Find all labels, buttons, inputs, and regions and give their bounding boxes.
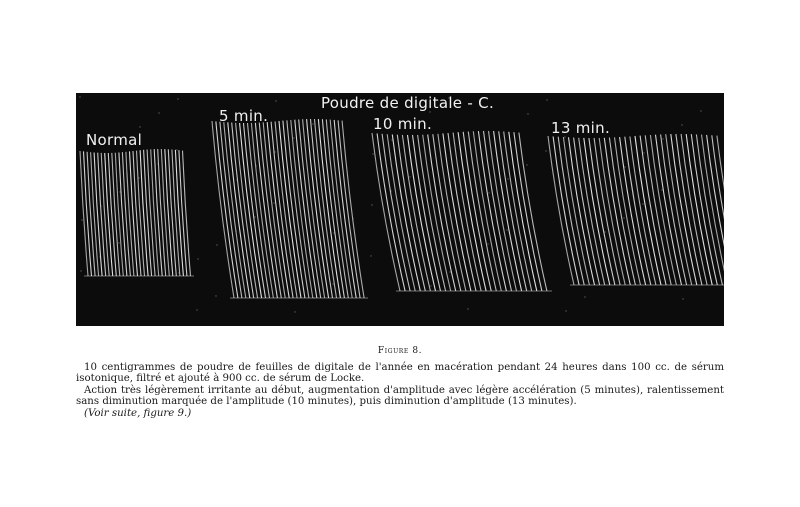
plate-speckle — [332, 283, 333, 284]
plate-speckle — [370, 255, 371, 256]
plate-speckle — [604, 231, 605, 232]
plate-speckle — [661, 189, 662, 190]
plate-speckle — [372, 153, 373, 154]
plate-speckle — [273, 202, 274, 203]
plate-speckle — [526, 164, 527, 165]
plate-speckle — [196, 309, 197, 310]
figure-caption — [76, 346, 724, 420]
caption-reference — [76, 408, 724, 420]
plate-speckle — [81, 219, 82, 220]
plate-speckle — [585, 245, 586, 246]
plate-speckle — [409, 176, 410, 177]
plate-speckle — [235, 230, 236, 231]
trace-line-5-min — [228, 122, 250, 298]
plate-speckle — [158, 112, 159, 113]
trace-line-10-min — [514, 132, 542, 291]
figure-number: Figure 8. — [377, 346, 423, 356]
trace-line-5-min — [315, 119, 337, 298]
plate-speckle — [682, 298, 683, 299]
plate-speckle — [624, 166, 625, 167]
plate-speckle — [118, 242, 119, 243]
plate-speckle — [176, 149, 177, 150]
plate-speckle — [430, 285, 431, 286]
plate-speckle — [487, 243, 488, 244]
trace-line-5-min — [220, 122, 242, 298]
plate-speckle — [313, 297, 314, 298]
plate-speckle — [545, 150, 546, 151]
kymograph-plate — [76, 93, 724, 326]
trace-line-10-min — [504, 132, 532, 292]
plate-speckle — [701, 284, 702, 285]
plate-speckle — [312, 123, 313, 124]
plate-speckle — [468, 257, 469, 258]
plate-speckle — [80, 270, 81, 271]
plate-speckle — [352, 218, 353, 219]
plate-speckle — [216, 244, 217, 245]
plate-speckle — [157, 163, 158, 164]
plate-speckle — [178, 272, 179, 273]
plate-speckle — [79, 96, 80, 97]
plate-speckle — [371, 204, 372, 205]
plate-speckle — [700, 110, 701, 111]
caption-line-1: 10 centigrammes de poudre de feuilles de digitale de l'année en macération pendant 24 heures dans 100 cc. de sérum isotonique, filtré et ajouté à 900 cc. de sérum de Locke. — [76, 361, 724, 385]
plate-speckle — [584, 296, 585, 297]
plate-speckle — [546, 99, 547, 100]
plate-speckle — [294, 311, 295, 312]
plate-speckle — [507, 178, 508, 179]
plate-speckle — [527, 113, 528, 114]
trace-line-5-min — [338, 120, 360, 298]
plate-speckle — [390, 190, 391, 191]
see-next-figure: (Voir suite, figure 9.) — [84, 407, 192, 419]
plate-speckle — [215, 295, 216, 296]
plate-speckle — [449, 271, 450, 272]
trace-line-10-min — [377, 133, 405, 291]
trace-line-5-min — [334, 120, 356, 298]
trace-line-10-min — [519, 133, 547, 291]
plate-speckle — [236, 179, 237, 180]
plate-title: Poudre de digitale - C. — [321, 94, 495, 112]
plate-speckle — [333, 232, 334, 233]
plate-speckle — [603, 282, 604, 283]
plate-speckle — [293, 137, 294, 138]
label-normal: Normal — [86, 131, 143, 149]
plate-speckle — [254, 216, 255, 217]
plate-speckle — [623, 217, 624, 218]
plate-speckle — [488, 192, 489, 193]
plate-speckle — [391, 139, 392, 140]
plate-speckle — [177, 98, 178, 99]
plate-speckle — [506, 229, 507, 230]
plate-speckle — [274, 151, 275, 152]
plate-speckle — [119, 191, 120, 192]
plate-speckle — [197, 258, 198, 259]
trace-line-normal — [183, 151, 191, 276]
plate-speckle — [467, 308, 468, 309]
plate-speckle — [662, 138, 663, 139]
trace-line-5-min — [322, 119, 344, 298]
trace-line-10-min — [499, 131, 527, 291]
plate-speckle — [351, 269, 352, 270]
plate-speckle — [642, 203, 643, 204]
plate-speckle — [681, 124, 682, 125]
plate-speckle — [643, 152, 644, 153]
trace-line-5-min — [342, 121, 364, 298]
caption-line-2: Action très légèrement irritante au début, augmentation d'amplitude avec légère accélération (5 minutes), ralentissement sans diminution marquée de l'amplitude (10 minutes), puis diminution d'amplitude (13 minutes). — [76, 384, 724, 408]
plate-speckle — [275, 100, 276, 101]
plate-speckle — [565, 310, 566, 311]
trace-line-13-min — [707, 135, 724, 285]
label-5-min: 5 min. — [219, 107, 269, 125]
label-13-min: 13 min. — [551, 119, 611, 137]
trace-line-5-min — [330, 120, 352, 298]
label-10-min: 10 min. — [373, 115, 433, 133]
plate-speckle — [255, 165, 256, 166]
plate-speckle — [138, 177, 139, 178]
plate-speckle — [139, 126, 140, 127]
plate-speckle — [100, 205, 101, 206]
trace-line-10-min — [509, 132, 537, 291]
plate-speckle — [99, 256, 100, 257]
